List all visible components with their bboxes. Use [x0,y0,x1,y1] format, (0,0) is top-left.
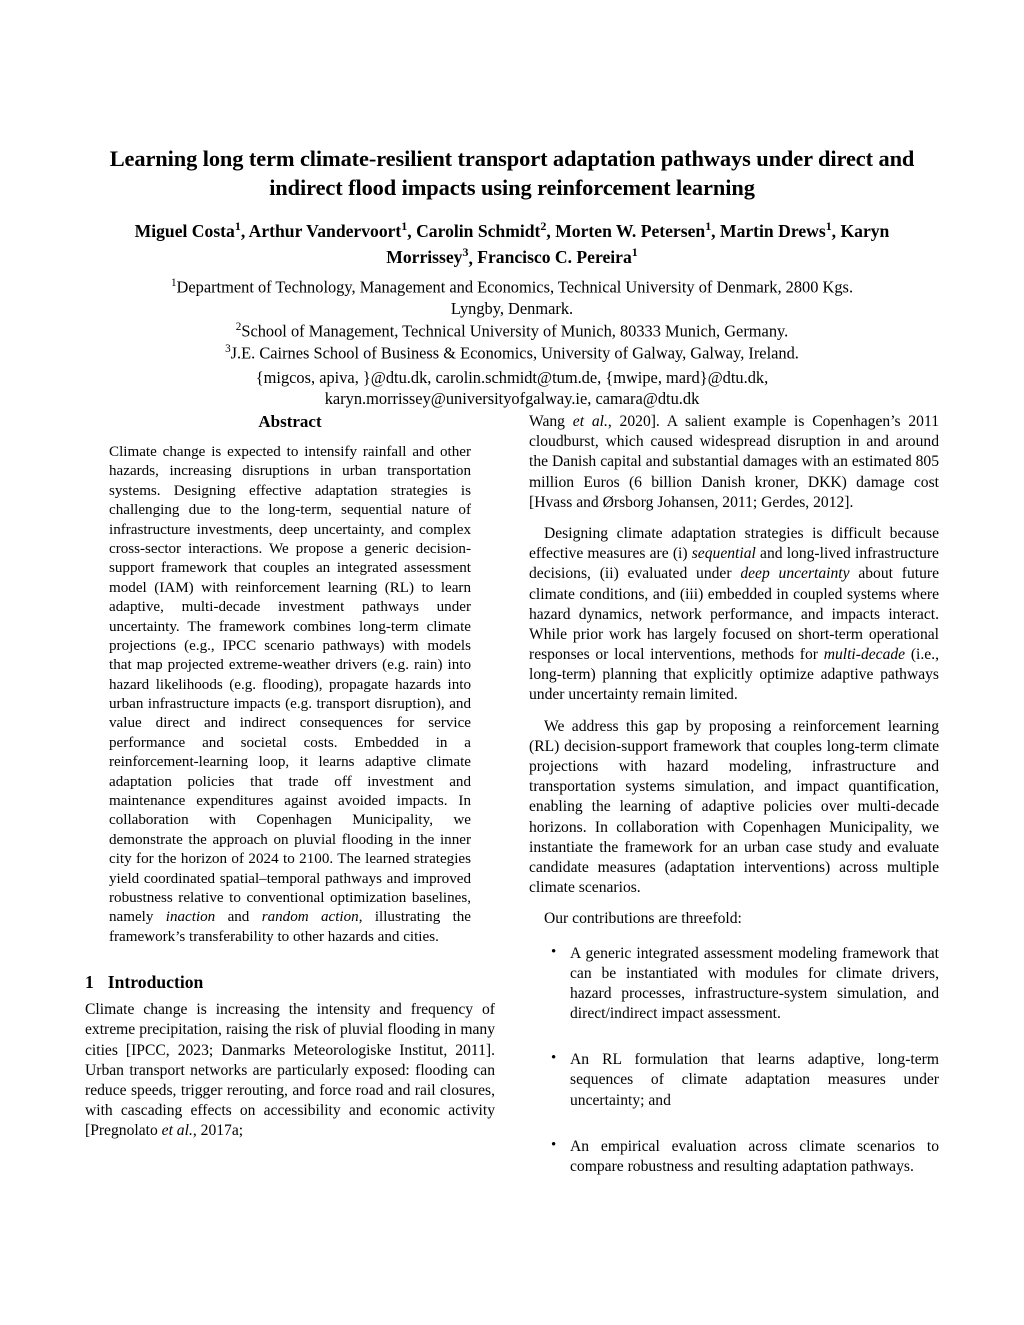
arxiv-stamp [0,0,64,1325]
bullet-icon: • [551,943,557,960]
author-name: Miguel Costa [134,221,235,242]
citation-etal: et al. [572,413,608,430]
affiliation-item [85,342,939,364]
author-name: Carolin Schmidt [416,221,541,242]
emphasis-multi-decade: multi-decade [823,646,906,664]
affiliation-marker: 3 [225,343,231,356]
paragraph-right-3: We address this gap by proposing a reinforcement learning (RL) decision-support framework that couples long-term climate projections with hazard modeling, infrastructure and transportation systems simulation, and impact quantification, enabling the learning of adaptive policies over multi-decade horizons. In collaboration with Copenhagen Municipality, we instantiate the framework for an urban case study and evaluate candidate measures (adaptation interventions) across multiple climate scenarios. [529,717,939,897]
author-affil-marker: 1 [705,219,712,234]
author-name: Drews [778,221,826,242]
affiliation-item [85,320,939,342]
abstract-emphasis-random-action: random action [261,909,359,926]
author-list: Miguel Costa$^1$, Arthur Vandervoort$^1$, Carolin Schmidt$^2$, Morten W. Petersen$^1$, Martin Drews$^1$, Karyn Morrissey$^3$, Francisco C. Pereira$^1$ [134,219,890,268]
right-column [529,412,939,1272]
paper-content [85,0,939,1325]
author-name: Martin [719,221,774,242]
list-item-text: An RL formulation that learns adaptive, long-term sequences of climate adaptation measures under uncertainty; and [570,1051,939,1109]
bullet-icon: • [551,1136,557,1153]
author-affil-marker: 1 [401,219,408,234]
author-affil-marker: 1 [234,219,241,234]
paragraph-continuation [529,412,939,513]
paragraph-segment: Designing climate adaptation strategies is difficult because effective measures are (i) [529,524,939,563]
affiliation-marker: 1 [170,276,177,289]
emphasis-sequential: sequential [691,545,756,563]
paragraph-contributions-lead: Our contributions are threefold: [544,910,742,928]
author-name: Francisco C. Pereira [477,247,632,268]
contributions-list [529,944,939,1178]
email-line: karyn.morrissey@universityofgalway.ie, camara@dtu.dk [324,389,700,409]
left-column [85,412,495,1272]
paragraph-segment: , 2020]. A salient example is Copenhagen’s 2011 cloudburst, which caused widespread disruption in and around the Danish capital and substantial damages with an estimated 805 million Euros (6 billion Danish kroner, DKK) damage cost [Hvass and Ørsborg Johansen, 2011; Gerdes, 2012]. [529,413,939,511]
paragraph-intro-1 [85,1000,495,1141]
affiliation-text: Lyngby, Denmark. [450,299,574,319]
paragraph-right-2 [529,524,939,706]
two-column-body [85,412,939,1272]
list-item-text: An empirical evaluation across climate scenarios to compare robustness and resulting adaptation pathways. [570,1137,939,1175]
paragraph-segment: (i.e., long-term) planning that explicitly optimize adaptive pathways under uncertainty remain limited. [529,646,939,704]
affiliation-marker: 2 [235,321,242,334]
author-affil-marker: 1 [631,245,638,260]
author-entry [249,221,408,241]
emphasis-deep-uncertainty: deep uncertainty [740,565,850,583]
author-affil-marker: 3 [462,245,469,260]
email-line: {migcos, apiva, }@dtu.dk, carolin.schmidt@tum.de, {mwipe, mard}@dtu.dk, [255,367,769,387]
affiliation-list [85,276,939,365]
paragraph-segment: and long-lived infrastructure decisions, (ii) evaluated under [529,545,939,583]
author-affil-marker: 2 [540,219,547,234]
affiliation-text: Department of Technology, Management and Economics, Technical University of Denmark, 2800 Kgs. [176,277,854,297]
author-name: Karyn Morrissey [386,221,890,268]
paragraph-segment: about future climate conditions, and (iii) embedded in coupled systems where hazard dynamics, network performance, and impacts interact. While prior work has largely focused on short-term operational responses or local interventions, methods for [529,565,939,664]
affiliation-text: J.E. Cairnes School of Business & Economics, University of Galway, Galway, Ireland. [230,343,799,363]
abstract-emphasis-inaction: inaction [165,909,216,926]
abstract-segment: , illustrating the framework’s transferability to other hazards and cities. [109,909,472,945]
author-name: Arthur Vandervoort [248,221,402,242]
paragraph-segment: , 2017a; [192,1122,244,1140]
affiliation-text: School of Management, Technical University of Munich, 80333 Munich, Germany. [241,321,789,341]
author-name: Morten W. Petersen [555,221,706,242]
section-number: 1 [85,972,94,993]
abstract-segment: and [215,909,262,926]
author-affil-marker: 1 [825,219,832,234]
abstract-text [109,443,471,947]
abstract-segment: Climate change is expected to intensify rainfall and other hazards, increasing disruptions in urban transportation systems. Designing effective adaptation strategies is challenging due to the long-term, sequential nature of infrastructure investments, deep uncertainty, and complex cross-sector interactions. We propose a generic decision-support framework that couples an integrated assessment model (IAM) with reinforcement learning (RL) to learn adaptive, multi-decade investment pathways under uncertainty. The framework combines long-term climate projections (e.g., IPCC scenario pathways) with models that map projected extreme-weather drivers (e.g. rain) into hazard likelihoods (e.g. flooding), propagate hazards into urban infrastructure impacts (e.g. transport disruption), and value direct and indirect consequences for service performance and societal costs. Embedded in a reinforcement-learning loop, it learns adaptive climate adaptation policies that trade off investment and maintenance expenditures against avoided impacts. In collaboration with Copenhagen Municipality, we demonstrate the approach on pluvial flooding in the inner city for the horizon of 2024 to 2100. The learned strategies yield coordinated spatial–temporal pathways and improved robustness relative to conventional optimization baselines, namely [109,444,471,926]
author-entry [778,221,832,241]
list-item [551,1050,939,1111]
section-heading-introduction [85,972,495,993]
paragraph-segment: Wang [529,413,573,430]
bullet-icon: • [551,1050,557,1067]
affiliation-item [85,298,939,320]
author-entry [720,221,774,241]
affiliation-item [85,276,939,298]
list-item [551,944,939,1025]
citation-etal: et al. [161,1122,193,1140]
author-entry [135,221,241,241]
list-item-text: A generic integrated assessment modeling framework that can be instantiated with modules for climate drivers, hazard processes, infrastructure-system simulation, and direct/indirect impact assessment. [570,944,939,1023]
list-item [551,1137,939,1177]
email-list [85,367,939,411]
paragraph-segment: Climate change is increasing the intensity and frequency of extreme precipitation, raising the risk of pluvial flooding in many cities [IPCC, 2023; Danmarks Meteorologiske Institut, 2011]. Urban transport networks are particularly exposed: flooding can reduce speeds, trigger rerouting, and force road and rail closures, with cascading effects on accessibility and economic activity [Pregnolato [85,1001,495,1140]
section-title: Introduction [107,972,204,993]
author-entry [555,221,711,241]
author-entry [477,247,638,267]
page-title: Learning long term climate-resilient transport adaptation pathways under direct and indirect flood impacts using reinforcement learning [109,146,915,201]
abstract-heading: Abstract [258,412,322,431]
author-entry [416,221,546,241]
